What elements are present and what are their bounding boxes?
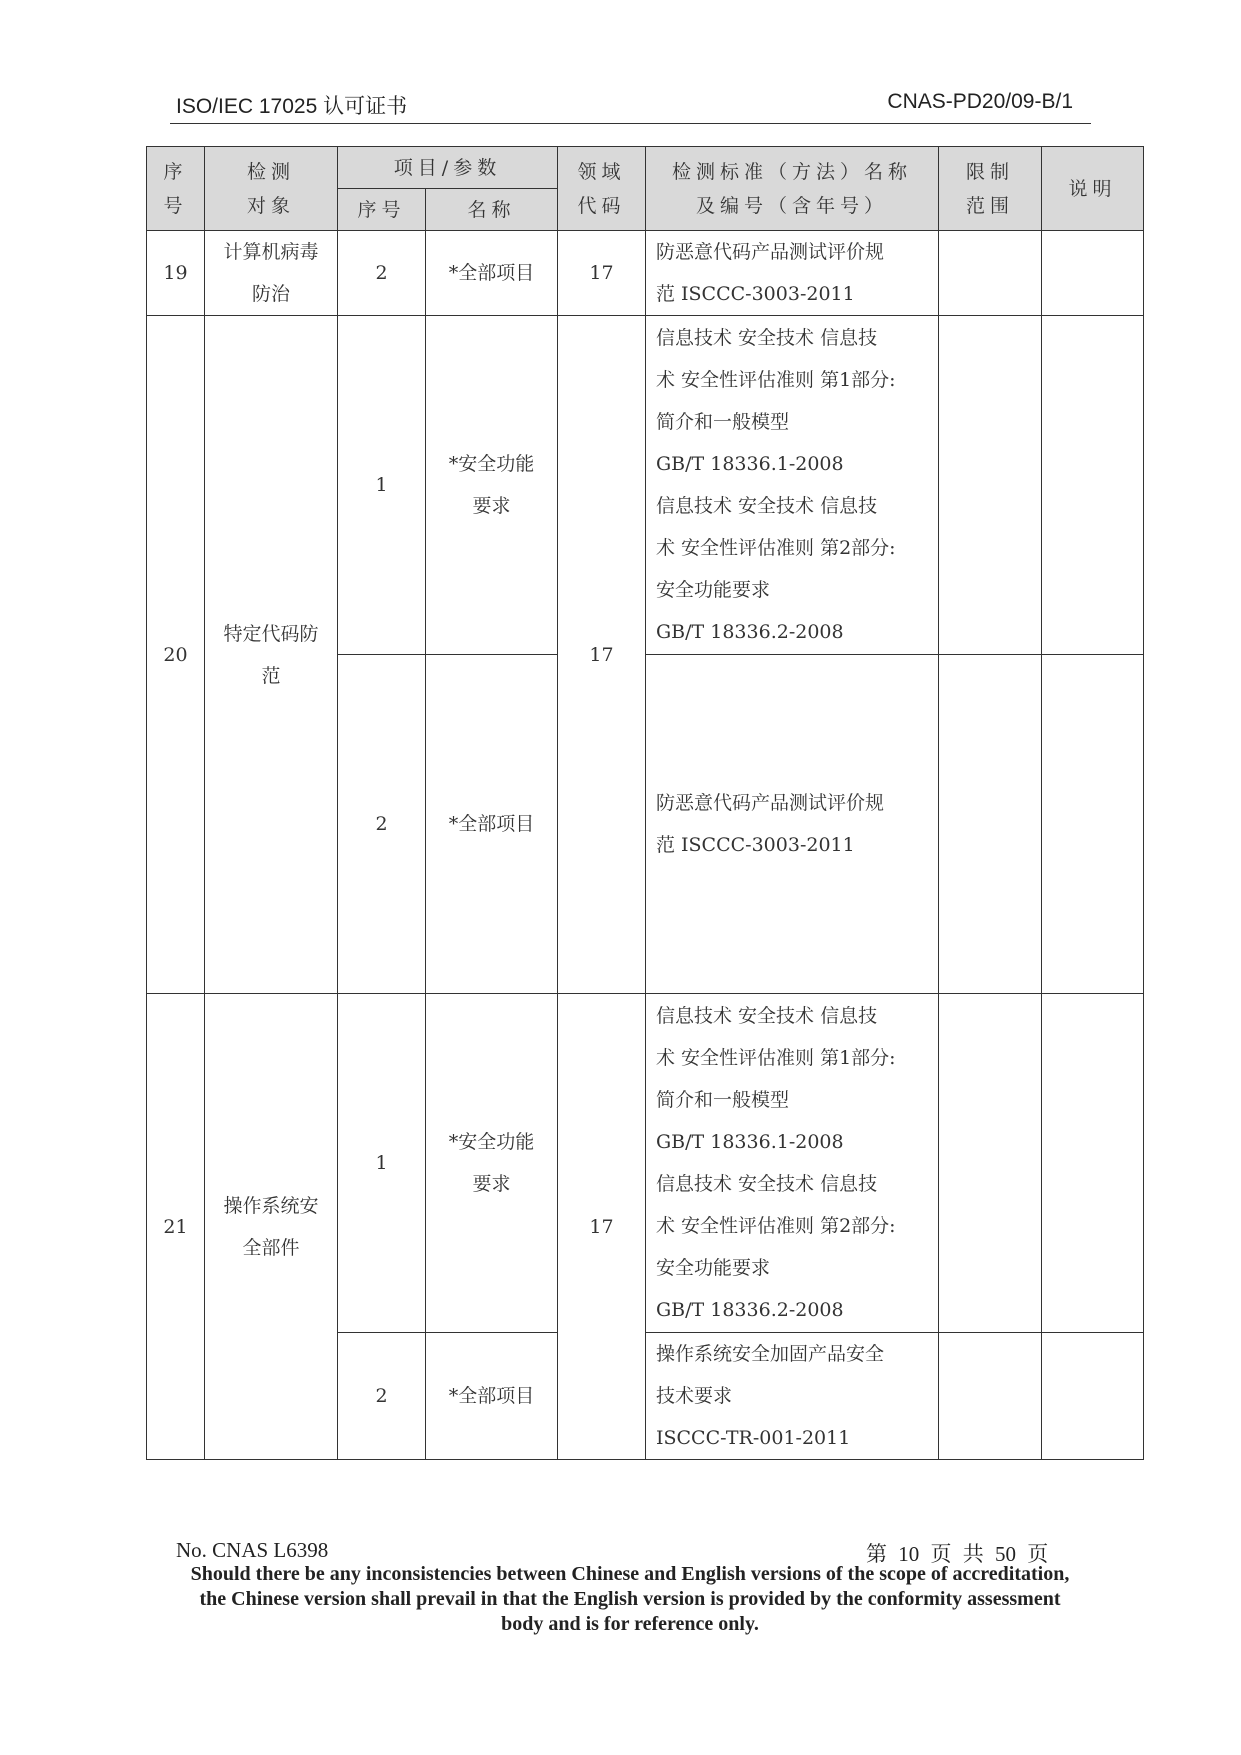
header-domain-code: 领域 代码	[558, 147, 646, 231]
row-object: 特定代码防 范	[205, 316, 338, 994]
item-standard: 信息技术 安全技术 信息技 术 安全性评估准则 第1部分: 简介和一般模型 GB/T 18336.1-2008 信息技术 安全技术 信息技 术 安全性评估准则 第2部分: 安全功能要求 GB/T 18336.2-2008	[646, 994, 939, 1333]
header-note: 说明	[1042, 147, 1144, 231]
row-domain-code: 17	[558, 994, 646, 1460]
header-name: 名称	[426, 189, 558, 231]
row-domain-code: 17	[558, 231, 646, 316]
item-standard: 操作系统安全加固产品安全 技术要求 ISCCC-TR-001-2011	[646, 1333, 939, 1460]
header-item-param: 项目/参数	[338, 147, 558, 189]
item-name: *全部项目	[426, 655, 558, 994]
footer-language-disclaimer: Should there be any inconsistencies between Chinese and English versions of the scope of accreditation, the Chinese version shall prevail in that the English version is provided by the conformity assessment body and is for reference only.	[190, 1563, 1070, 1635]
item-name: *全部项目	[426, 1333, 558, 1460]
footer-certificate-number: No. CNAS L6398	[176, 1538, 329, 1562]
accreditation-scope-table	[146, 146, 1144, 1460]
table-row	[147, 316, 1144, 655]
row-object: 计算机病毒 防治	[205, 231, 338, 316]
header-limit: 限制 范围	[939, 147, 1042, 231]
header-standard-title: ISO/IEC 17025 认可证书	[176, 95, 408, 118]
header-object: 检测 对象	[205, 147, 338, 231]
row-seq: 21	[147, 994, 205, 1460]
item-limit	[939, 316, 1042, 655]
item-standard: 信息技术 安全技术 信息技 术 安全性评估准则 第1部分: 简介和一般模型 GB/T 18336.1-2008 信息技术 安全技术 信息技 术 安全性评估准则 第2部分: 安全功能要求 GB/T 18336.2-2008	[646, 316, 939, 655]
item-note	[1042, 655, 1144, 994]
item-standard: 防恶意代码产品测试评价规 范 ISCCC-3003-2011	[646, 655, 939, 994]
item-limit	[939, 655, 1042, 994]
item-limit	[939, 994, 1042, 1333]
item-name: *全部项目	[426, 231, 558, 316]
row-object: 操作系统安 全部件	[205, 994, 338, 1460]
table-row	[147, 231, 1144, 316]
header-divider	[170, 123, 1091, 124]
item-note	[1042, 994, 1144, 1333]
item-sub-seq: 1	[338, 316, 426, 655]
item-standard: 防恶意代码产品测试评价规 范 ISCCC-3003-2011	[646, 231, 939, 316]
header-standard: 检测标准（方法）名称 及编号（含年号）	[646, 147, 939, 231]
item-sub-seq: 2	[338, 231, 426, 316]
row-seq: 19	[147, 231, 205, 316]
item-sub-seq: 2	[338, 1333, 426, 1460]
item-sub-seq: 2	[338, 655, 426, 994]
item-sub-seq: 1	[338, 994, 426, 1333]
footer-page-indicator: 第 10 页 共 50 页	[866, 1542, 1049, 1566]
header-document-code: CNAS-PD20/09-B/1	[887, 90, 1073, 113]
table-row	[147, 994, 1144, 1333]
item-note	[1042, 1333, 1144, 1460]
header-sub-seq: 序号	[338, 189, 426, 231]
row-seq: 20	[147, 316, 205, 994]
item-note	[1042, 231, 1144, 316]
item-limit	[939, 231, 1042, 316]
header-seq: 序 号	[147, 147, 205, 231]
item-name: *安全功能 要求	[426, 994, 558, 1333]
row-domain-code: 17	[558, 316, 646, 994]
item-limit	[939, 1333, 1042, 1460]
item-note	[1042, 316, 1144, 655]
item-name: *安全功能 要求	[426, 316, 558, 655]
